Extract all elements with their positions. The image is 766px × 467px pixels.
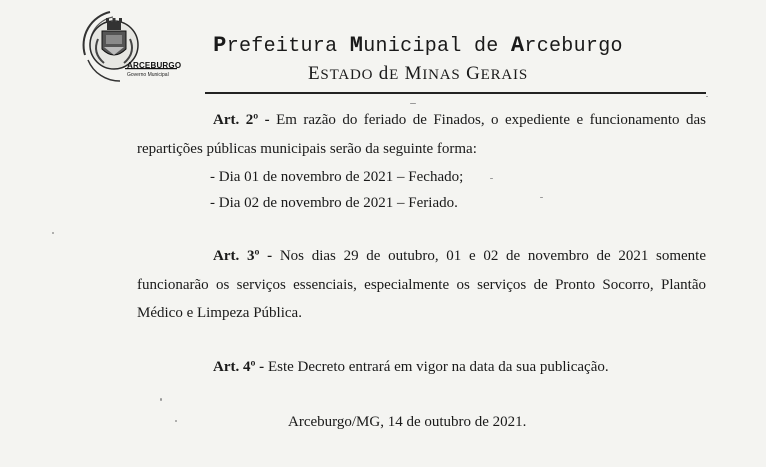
scan-speck: [540, 197, 543, 198]
art3-text-1: Nos dias 29 de outubro, 01 e 02 de novembro de 2021 somente: [279, 248, 707, 264]
page-title: Prefeitura Municipal de Arceburgo: [213, 33, 623, 58]
municipal-logo: [80, 5, 182, 85]
scan-speck: [175, 420, 177, 422]
art4-line: [213, 359, 609, 376]
art2-line1: [213, 112, 706, 129]
art3-label: Art. 3º -: [213, 248, 273, 264]
art3-line1: [213, 248, 706, 265]
page-subtitle: ESTADO dE MINAS GERAIS: [308, 63, 528, 84]
logo-name: ARCEBURGO: [127, 61, 182, 70]
place-date: Arceburgo/MG, 14 de outubro de 2021.: [288, 414, 527, 430]
scan-speck: [706, 96, 708, 97]
art2-text-1: Em razão do feriado de Finados, o expediente e funcionamento das: [276, 112, 707, 128]
art4-text: Este Decreto entrará em vigor na data da sua publicação.: [267, 359, 609, 375]
art2-item-1: - Dia 01 de novembro de 2021 – Fechado;: [210, 169, 464, 185]
art3-line2: funcionarão os serviços essenciais, especialmente os serviços de Pronto Socorro, Plantão: [137, 277, 706, 293]
art2-item-2: - Dia 02 de novembro de 2021 – Feriado.: [210, 195, 458, 211]
art2-line2: repartições públicas municipais serão da seguinte forma:: [137, 141, 477, 157]
art4-label: Art. 4º -: [213, 359, 265, 375]
scan-speck: [410, 103, 416, 104]
scan-speck: [160, 398, 162, 401]
scan-speck: [490, 178, 493, 179]
art3-line3: Médico e Limpeza Pública.: [137, 305, 302, 321]
logo-subtitle: Governo Municipal: [127, 72, 169, 78]
scan-speck: [52, 232, 54, 234]
header-rule: [205, 92, 706, 94]
art2-label: Art. 2º -: [213, 112, 270, 128]
